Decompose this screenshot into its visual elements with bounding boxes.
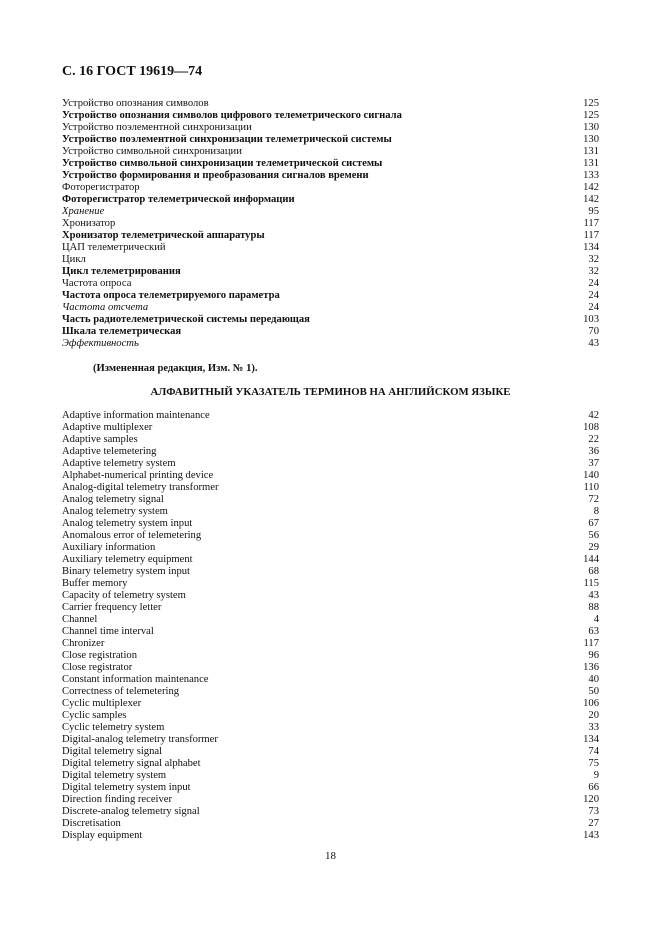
- index-entry: [62, 770, 599, 782]
- page-header: С. 16 ГОСТ 19619—74: [62, 64, 203, 79]
- index-entry: [62, 614, 599, 626]
- index-page-number: 50: [588, 686, 599, 697]
- index-entry: [62, 674, 599, 686]
- index-term: Adaptive multiplexer: [62, 422, 153, 433]
- index-entry: [62, 242, 599, 254]
- index-entry: [62, 734, 599, 746]
- index-entry: [62, 686, 599, 698]
- index-term: Correctness of telemetering: [62, 686, 180, 697]
- index-entry: [62, 578, 599, 590]
- index-term: Фоторегистратор: [62, 182, 140, 193]
- index-page-number: 110: [583, 482, 599, 493]
- index-page-number: 43: [588, 338, 599, 349]
- index-page-number: 125: [583, 110, 599, 121]
- index-term: Хронизатор телеметрической аппаратуры: [62, 230, 265, 241]
- index-entry: [62, 818, 599, 830]
- index-page-number: 4: [593, 614, 599, 625]
- index-page-number: 120: [583, 794, 599, 805]
- index-page-number: 43: [588, 590, 599, 601]
- index-entry: [62, 650, 599, 662]
- index-entry: [62, 758, 599, 770]
- index-entry: [62, 134, 599, 146]
- index-page-number: 32: [588, 254, 599, 265]
- index-term: Constant information maintenance: [62, 674, 209, 685]
- index-page-number: 117: [583, 638, 599, 649]
- index-term: Частота отсчета: [62, 302, 149, 313]
- index-entry: [62, 446, 599, 458]
- index-page-number: 32: [588, 266, 599, 277]
- index-page-number: 9: [593, 770, 599, 781]
- index-term: Digital telemetry system: [62, 770, 167, 781]
- index-page-number: 24: [588, 290, 599, 301]
- index-entry: [62, 542, 599, 554]
- index-page-number: 115: [583, 578, 599, 589]
- index-page-number: 95: [588, 206, 599, 217]
- index-entry: [62, 626, 599, 638]
- index-entry: [62, 170, 599, 182]
- index-page-number: 136: [583, 662, 599, 673]
- index-term: Adaptive information maintenance: [62, 410, 210, 421]
- index-page-number: 143: [583, 830, 599, 841]
- index-term: Analog telemetry system input: [62, 518, 193, 529]
- index-page-number: 75: [588, 758, 599, 769]
- index-entry: [62, 122, 599, 134]
- index-term: Частота опроса телеметрируемого параметра: [62, 290, 280, 301]
- index-term: Устройство символьной синхронизации телеметрической системы: [62, 158, 383, 169]
- index-page-number: 70: [588, 326, 599, 337]
- index-term: Analog-digital telemetry transformer: [62, 482, 219, 493]
- index-page-number: 144: [583, 554, 599, 565]
- index-entry: [62, 830, 599, 842]
- index-page-number: 8: [593, 506, 599, 517]
- index-term: Хронизатор: [62, 218, 116, 229]
- index-entry: [62, 182, 599, 194]
- index-page-number: 27: [588, 818, 599, 829]
- index-page-number: 96: [588, 650, 599, 661]
- index-page-number: 36: [588, 446, 599, 457]
- index-page-number: 24: [588, 278, 599, 289]
- index-entry: [62, 158, 599, 170]
- index-entry: [62, 806, 599, 818]
- index-page-number: 66: [588, 782, 599, 793]
- index-page-number: 131: [583, 158, 599, 169]
- index-page-number: 103: [583, 314, 599, 325]
- index-term: Фоторегистратор телеметрической информации: [62, 194, 295, 205]
- index-entry: [62, 314, 599, 326]
- index-entry: [62, 782, 599, 794]
- index-page-number: 131: [583, 146, 599, 157]
- index-entry: [62, 206, 599, 218]
- index-page-number: 106: [583, 698, 599, 709]
- index-term: Carrier frequency letter: [62, 602, 162, 613]
- index-entry: [62, 254, 599, 266]
- index-page-number: 140: [583, 470, 599, 481]
- index-page-number: 117: [583, 230, 599, 241]
- index-page-number: 88: [588, 602, 599, 613]
- index-page-number: 117: [583, 218, 599, 229]
- index-page-number: 68: [588, 566, 599, 577]
- russian-index-list: [62, 98, 599, 350]
- index-page-number: 29: [588, 542, 599, 553]
- index-term: Auxiliary information: [62, 542, 156, 553]
- index-page-number: 73: [588, 806, 599, 817]
- index-term: Шкала телеметрическая: [62, 326, 182, 337]
- index-entry: [62, 746, 599, 758]
- index-entry: [62, 458, 599, 470]
- index-page-number: 22: [588, 434, 599, 445]
- index-entry: [62, 266, 599, 278]
- index-entry: [62, 482, 599, 494]
- index-term: Cyclic multiplexer: [62, 698, 142, 709]
- index-term: Хранение: [62, 206, 105, 217]
- index-term: Anomalous error of telemetering: [62, 530, 202, 541]
- index-term: Cyclic telemetry system: [62, 722, 165, 733]
- index-page-number: 130: [583, 122, 599, 133]
- index-page-number: 24: [588, 302, 599, 313]
- index-term: Alphabet-numerical printing device: [62, 470, 214, 481]
- section-title: АЛФАВИТНЫЙ УКАЗАТЕЛЬ ТЕРМИНОВ НА АНГЛИЙСКОМ ЯЗЫКЕ: [150, 386, 511, 398]
- index-entry: [62, 278, 599, 290]
- index-term: Цикл: [62, 254, 86, 265]
- index-term: ЦАП телеметрический: [62, 242, 166, 253]
- index-term: Устройство опознания символов цифрового телеметрического сигнала: [62, 110, 402, 121]
- index-term: Binary telemetry system input: [62, 566, 190, 577]
- index-entry: [62, 518, 599, 530]
- index-entry: [62, 506, 599, 518]
- index-entry: [62, 794, 599, 806]
- index-entry: [62, 230, 599, 242]
- index-entry: [62, 638, 599, 650]
- index-term: Цикл телеметрирования: [62, 266, 181, 277]
- index-term: Устройство формирования и преобразования сигналов времени: [62, 170, 369, 181]
- index-entry: [62, 710, 599, 722]
- revision-note: (Измененная редакция, Изм. № 1).: [93, 363, 258, 374]
- index-term: Analog telemetry signal: [62, 494, 164, 505]
- index-page-number: 20: [588, 710, 599, 721]
- index-term: Close registrator: [62, 662, 133, 673]
- index-page-number: 40: [588, 674, 599, 685]
- index-entry: [62, 290, 599, 302]
- index-entry: [62, 338, 599, 350]
- index-term: Adaptive telemetry system: [62, 458, 176, 469]
- english-index-list: [62, 410, 599, 842]
- index-page-number: 56: [588, 530, 599, 541]
- index-term: Channel time interval: [62, 626, 154, 637]
- index-page-number: 33: [588, 722, 599, 733]
- index-term: Channel: [62, 614, 98, 625]
- index-page-number: 125: [583, 98, 599, 109]
- index-term: Discretisation: [62, 818, 121, 829]
- index-term: Display equipment: [62, 830, 143, 841]
- index-entry: [62, 530, 599, 542]
- index-term: Устройство поэлементной синхронизации телеметрической системы: [62, 134, 392, 145]
- index-page-number: 142: [583, 182, 599, 193]
- index-term: Direction finding receiver: [62, 794, 173, 805]
- page-number: 18: [325, 850, 336, 862]
- index-page-number: 108: [583, 422, 599, 433]
- index-entry: [62, 218, 599, 230]
- index-page-number: 37: [588, 458, 599, 469]
- index-entry: [62, 146, 599, 158]
- index-page-number: 133: [583, 170, 599, 181]
- index-term: Buffer memory: [62, 578, 128, 589]
- index-page-number: 72: [588, 494, 599, 505]
- index-entry: [62, 410, 599, 422]
- index-entry: [62, 98, 599, 110]
- index-page-number: 42: [588, 410, 599, 421]
- index-page-number: 67: [588, 518, 599, 529]
- index-term: Часть радиотелеметрической системы передающая: [62, 314, 310, 325]
- index-entry: [62, 494, 599, 506]
- index-page-number: 134: [583, 242, 599, 253]
- index-term: Эффективность: [62, 338, 139, 349]
- index-term: Устройство поэлементной синхронизации: [62, 122, 252, 133]
- index-entry: [62, 326, 599, 338]
- index-entry: [62, 566, 599, 578]
- index-page-number: 130: [583, 134, 599, 145]
- index-entry: [62, 422, 599, 434]
- index-entry: [62, 602, 599, 614]
- index-entry: [62, 662, 599, 674]
- index-term: Auxiliary telemetry equipment: [62, 554, 193, 565]
- index-term: Adaptive samples: [62, 434, 138, 445]
- index-page-number: 134: [583, 734, 599, 745]
- index-term: Digital-analog telemetry transformer: [62, 734, 218, 745]
- index-entry: [62, 722, 599, 734]
- index-term: Устройство опознания символов: [62, 98, 209, 109]
- index-entry: [62, 554, 599, 566]
- index-term: Частота опроса: [62, 278, 132, 289]
- index-term: Chronizer: [62, 638, 105, 649]
- index-page-number: 63: [588, 626, 599, 637]
- index-entry: [62, 434, 599, 446]
- index-term: Digital telemetry system input: [62, 782, 191, 793]
- index-term: Устройство символьной синхронизации: [62, 146, 242, 157]
- index-term: Digital telemetry signal alphabet: [62, 758, 201, 769]
- index-page-number: 142: [583, 194, 599, 205]
- index-entry: [62, 194, 599, 206]
- index-term: Capacity of telemetry system: [62, 590, 186, 601]
- index-term: Digital telemetry signal: [62, 746, 163, 757]
- index-term: Close registration: [62, 650, 138, 661]
- index-term: Analog telemetry system: [62, 506, 168, 517]
- index-page-number: 74: [588, 746, 599, 757]
- index-term: Cyclic samples: [62, 710, 127, 721]
- index-entry: [62, 302, 599, 314]
- index-entry: [62, 698, 599, 710]
- index-entry: [62, 110, 599, 122]
- index-entry: [62, 470, 599, 482]
- index-term: Discrete-analog telemetry signal: [62, 806, 200, 817]
- index-entry: [62, 590, 599, 602]
- index-term: Adaptive telemetering: [62, 446, 157, 457]
